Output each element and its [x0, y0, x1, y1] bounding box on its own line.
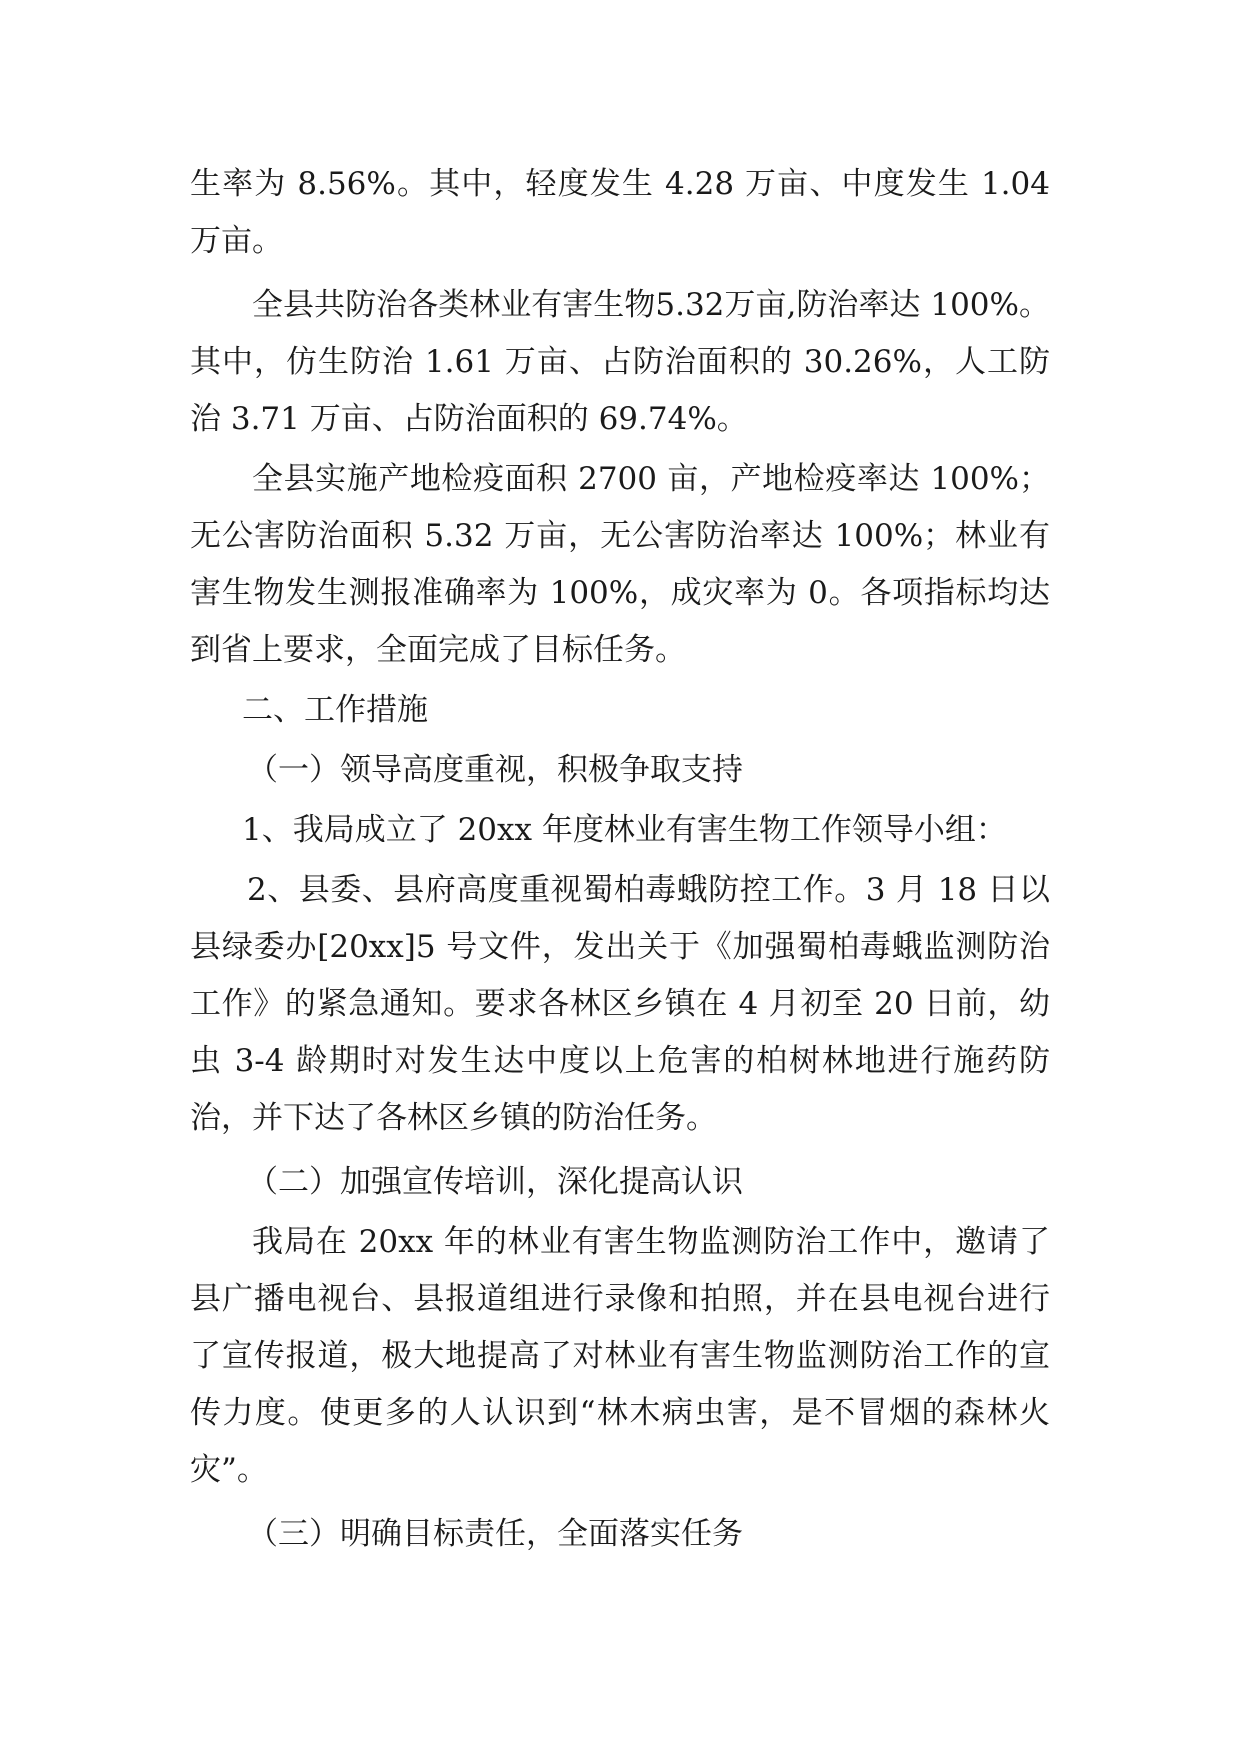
subheading-responsibility: （三）明确目标责任，全面落实任务 — [247, 1516, 743, 1552]
paragraph-leadership-group: 1、我局成立了 20xx 年度林业有害生物工作领导小组： — [242, 812, 1007, 848]
paragraph-county-notice: 2、县委、县府高度重视蜀柏毒蛾防控工作。3 月 18 日以县绿委办[20xx]5 号文件，发出关于《加强蜀柏毒蛾监测防治工作》的紧急通知。要求各林区乡镇在 4 月初至 20 日前，幼虫 3-4 龄期时对发生达中度以上危害的柏树林地进行施药防治，并下达了各林区乡镇的防治任务。 — [190, 872, 1050, 1136]
section-heading-measures: 二、工作措施 — [242, 692, 428, 728]
paragraph-quarantine: 全县实施产地检疫面积 2700 亩，产地检疫率达 100%；无公害防治面积 5.32 万亩，无公害防治率达 100%；林业有害生物发生测报准确率为 100%，成灾率为 0。各项指标均达到省上要求，全面完成了目标任务。 — [190, 461, 1050, 668]
subheading-publicity: （二）加强宣传培训，深化提高认识 — [247, 1164, 743, 1200]
paragraph-control-area: 全县共防治各类林业有害生物5.32万亩,防治率达 100%。其中，仿生防治 1.61 万亩、占防治面积的 30.26%，人工防治 3.71 万亩、占防治面积的 69.74%。 — [190, 287, 1050, 437]
paragraph-occurrence-rate: 生率为 8.56%。其中，轻度发生 4.28 万亩、中度发生 1.04 万亩。 — [190, 166, 1050, 259]
document-body — [190, 156, 1050, 1563]
paragraph-publicity: 我局在 20xx 年的林业有害生物监测防治工作中，邀请了县广播电视台、县报道组进行录像和拍照，并在县电视台进行了宣传报道，极大地提高了对林业有害生物监测防治工作的宣传力度。使更多的人认识到“林木病虫害，是不冒烟的森林火灾”。 — [190, 1224, 1050, 1488]
subheading-leadership: （一）领导高度重视，积极争取支持 — [247, 752, 743, 788]
